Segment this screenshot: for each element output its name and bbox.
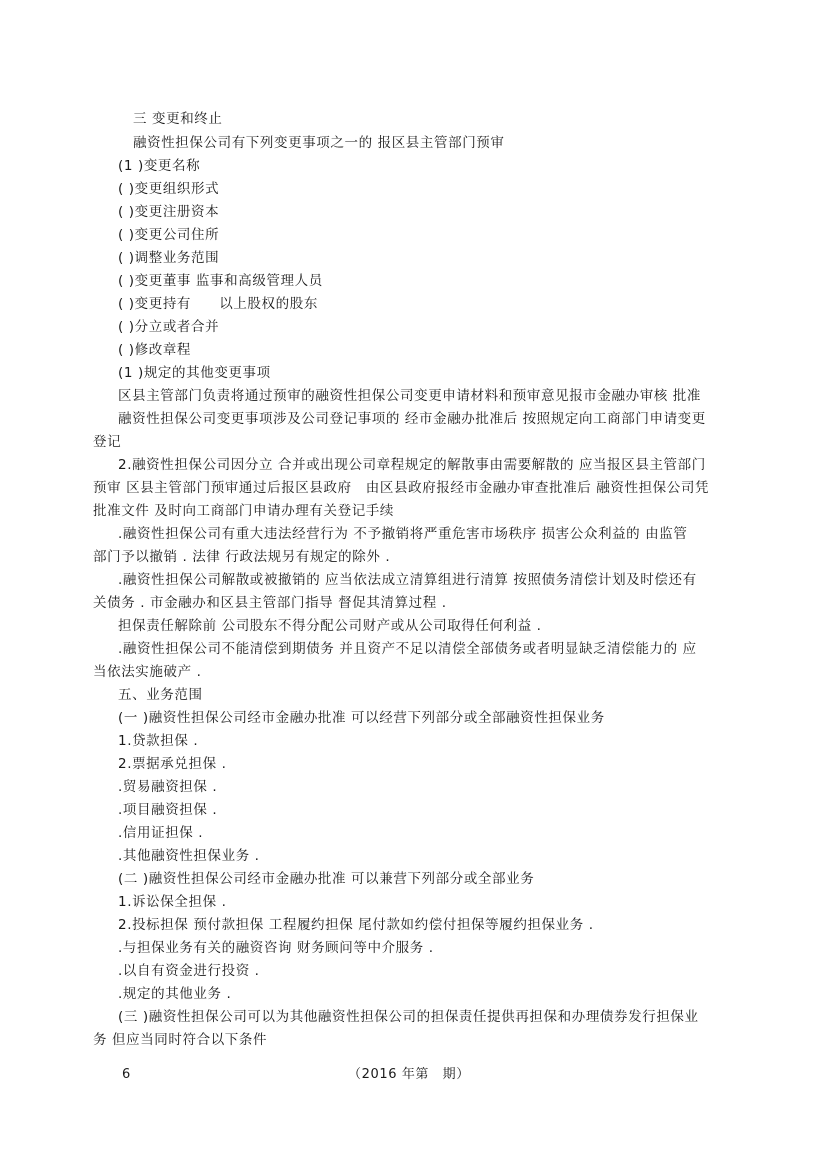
- text-line: 当依法实施破产 .: [93, 664, 202, 680]
- text-line: ( )分立或者合并: [118, 319, 220, 335]
- text-line: 1.贷款担保 .: [118, 733, 199, 749]
- text-line: 务 但应当同时符合以下条件: [93, 1032, 268, 1048]
- text-line: ( )变更持有 以上股权的股东: [118, 296, 318, 312]
- text-line: 融资性担保公司变更事项涉及公司登记事项的 经市金融办批准后 按照规定向工商部门申请变更: [118, 411, 706, 427]
- text-line: (一 )融资性担保公司经市金融办批准 可以经营下列部分或全部融资性担保业务: [118, 710, 605, 726]
- text-line: 1.诉讼保全担保 .: [118, 894, 227, 910]
- text-line: .融资性担保公司解散或被撤销的 应当依法成立清算组进行清算 按照债务清偿计划及时偿还有: [118, 572, 697, 588]
- text-line: (1 )变更名称: [118, 158, 201, 174]
- text-line: .融资性担保公司不能清偿到期债务 并且资产不足以清偿全部债务或者明显缺乏清偿能力的 应: [118, 641, 697, 657]
- text-line: .规定的其他业务 .: [118, 986, 232, 1002]
- text-line: 五、业务范围: [118, 687, 203, 703]
- text-line: (二 )融资性担保公司经市金融办批准 可以兼营下列部分或全部业务: [118, 871, 535, 887]
- text-line: .融资性担保公司有重大违法经营行为 不予撤销将严重危害市场秩序 损害公众利益的 由监管: [118, 526, 688, 542]
- text-line: .贸易融资担保 .: [118, 779, 218, 795]
- text-line: 担保责任解除前 公司股东不得分配公司财产或从公司取得任何利益 .: [118, 618, 542, 634]
- text-line: 登记: [93, 434, 122, 450]
- text-line: .与担保业务有关的融资咨询 财务顾问等中介服务 .: [118, 940, 434, 956]
- text-line: 关债务 . 市金融办和区县主管部门指导 督促其清算过程 .: [93, 595, 447, 611]
- text-line: 部门予以撤销 . 法律 行政法规另有规定的除外 .: [93, 549, 391, 565]
- text-line: 2.融资性担保公司因分立 合并或出现公司章程规定的解散事由需要解散的 应当报区县主管部门: [118, 457, 706, 473]
- text-line: ( )调整业务范围: [118, 250, 220, 266]
- text-line: 2.票据承兑担保 .: [118, 756, 227, 772]
- text-line: 批准文件 及时向工商部门申请办理有关登记手续: [93, 503, 394, 519]
- text-line: .其他融资性担保业务 .: [118, 848, 260, 864]
- text-line: ( )变更公司住所: [118, 227, 220, 243]
- text-line: ( )修改章程: [118, 342, 192, 358]
- text-line: ( )变更董事 监事和高级管理人员: [118, 273, 323, 289]
- text-line: 区县主管部门负责将通过预审的融资性担保公司变更申请材料和预审意见报市金融办审核 批准: [118, 388, 701, 404]
- text-line: .以自有资金进行投资 .: [118, 963, 260, 979]
- text-line: ( )变更组织形式: [118, 181, 220, 197]
- page-number: 6: [122, 1067, 131, 1082]
- text-line: 2.投标担保 预付款担保 工程履约担保 尾付款如约偿付担保等履约担保业务 .: [118, 917, 594, 933]
- text-line: 融资性担保公司有下列变更事项之一的 报区县主管部门预审: [133, 135, 505, 151]
- text-line: (1 )规定的其他变更事项: [118, 365, 271, 381]
- text-line: .信用证担保 .: [118, 825, 204, 841]
- text-line: (三 )融资性担保公司可以为其他融资性担保公司的担保责任提供再担保和办理债券发行担保业: [118, 1009, 699, 1025]
- text-line: .项目融资担保 .: [118, 802, 218, 818]
- issue-label: （2016 年第 期）: [348, 1067, 470, 1082]
- text-line: ( )变更注册资本: [118, 204, 220, 220]
- text-line: 预审 区县主管部门预审通过后报区县政府 由区县政府报经市金融办审查批准后 融资性担保公司凭: [93, 480, 710, 496]
- text-line: 三 变更和终止: [133, 111, 223, 127]
